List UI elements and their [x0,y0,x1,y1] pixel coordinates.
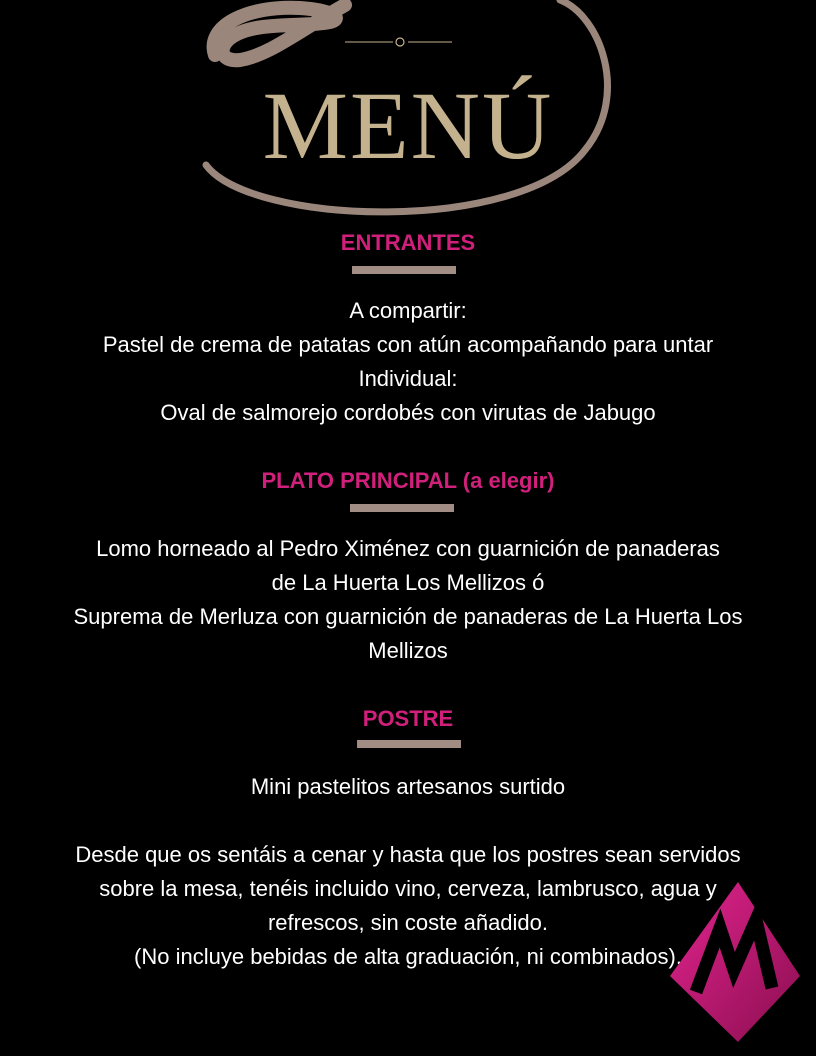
principal-body [0,532,816,668]
section-title-postre: POSTRE [362,706,454,731]
note-line: Desde que os sentáis a cenar y hasta que los postres sean servidos [75,842,741,867]
entrantes-line: Oval de salmorejo cordobés con virutas de Jabugo [160,400,656,425]
entrantes-line: A compartir: [349,298,467,323]
ornament-script-letter [214,5,345,60]
entrantes-body [0,294,816,430]
menu-title: MENÚ [262,72,554,179]
postre-body [0,770,816,804]
pink-diamond-m-logo-icon [668,880,802,1046]
postre-line: Mini pastelitos artesanos surtido [250,774,566,799]
entrantes-line: Pastel de crema de patatas con atún acompañando para untar [102,332,714,357]
divider-principal [350,504,454,512]
principal-line: de La Huerta Los Mellizos ó [271,570,545,595]
entrantes-line: Individual: [358,366,458,391]
divider-postre [357,740,461,748]
note-line: sobre la mesa, tenéis incluido vino, cerveza, lambrusco, agua y [99,876,717,901]
divider-entrantes [352,266,456,274]
principal-line: Lomo horneado al Pedro Ximénez con guarnición de panaderas [96,536,720,561]
principal-line: Mellizos [368,638,448,663]
note-line: refrescos, sin coste añadido. [267,910,549,935]
section-title-entrantes: ENTRANTES [340,230,476,255]
principal-line: Suprema de Merluza con guarnición de panaderas de La Huerta Los [73,604,743,629]
ornament-swirl [396,38,404,46]
note-line: (No incluye bebidas de alta graduación, ni combinados). [134,944,682,969]
section-title-principal: PLATO PRINCIPAL (a elegir) [261,468,555,493]
